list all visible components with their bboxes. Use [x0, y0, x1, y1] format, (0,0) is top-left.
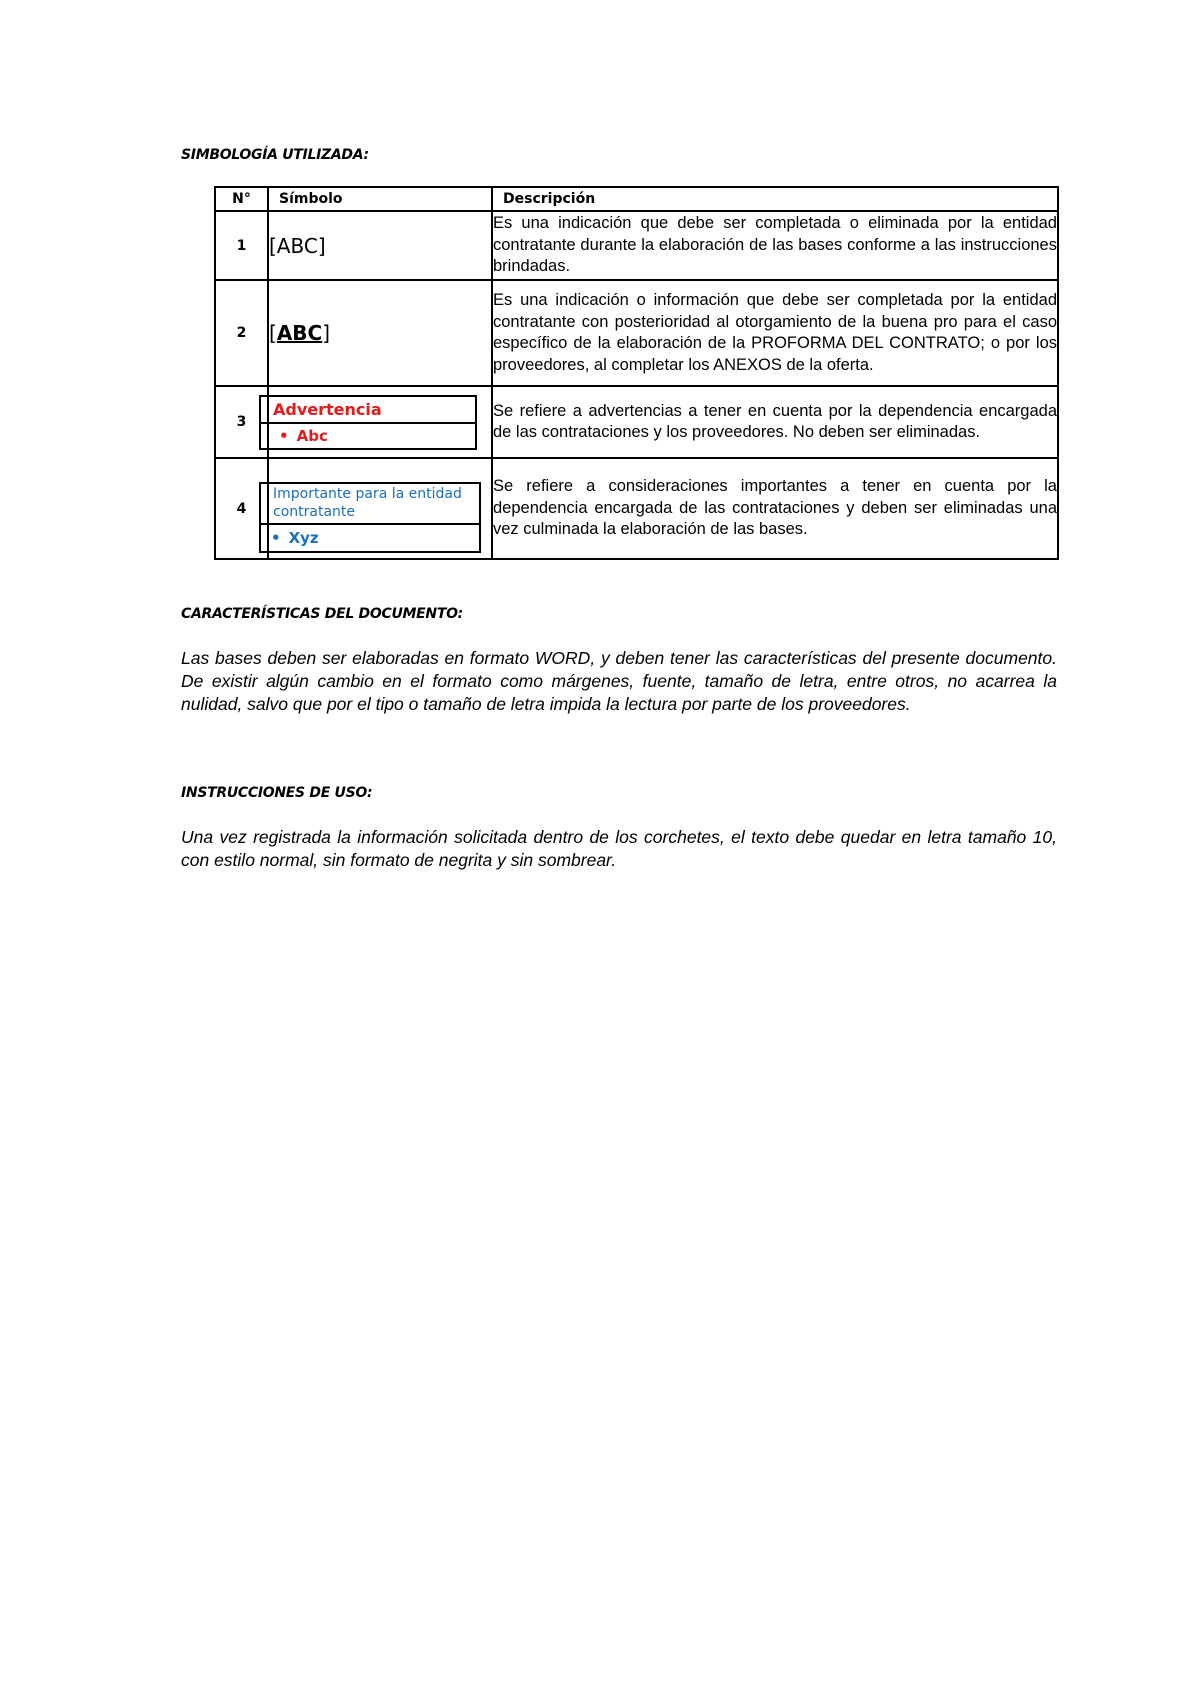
header-num: N° — [215, 187, 268, 211]
bullet-icon: • — [279, 426, 289, 445]
table-row — [215, 458, 1058, 559]
table-row — [215, 211, 1058, 280]
description-cell: Es una indicación que debe ser completada o eliminada por la entidad contratante durante la elaboración de las bases conforme a las instrucciones brindadas. — [492, 211, 1058, 280]
characteristics-title: CARACTERÍSTICAS DEL DOCUMENTO: — [181, 606, 463, 622]
description-cell: Se refiere a advertencias a tener en cuenta por la dependencia encargada de las contrataciones y los proveedores. No deben ser eliminadas. — [492, 386, 1058, 458]
symbol-abc: [ABC] — [269, 233, 326, 258]
row-number: 3 — [215, 386, 268, 458]
table-row — [215, 280, 1058, 386]
description-cell: Se refiere a consideraciones importantes a tener en cuenta por la dependencia encargada de las contrataciones y deben ser eliminadas una vez culminada la elaboración de las bases. — [492, 458, 1058, 559]
symbology-table — [214, 186, 1059, 560]
table-header-row — [215, 187, 1058, 211]
symbol-cell — [268, 280, 492, 386]
symbol-cell — [268, 211, 492, 280]
important-title: Importante para la entidad contratante — [261, 484, 479, 525]
header-description: Descripción — [492, 187, 1058, 211]
warning-item: • Abc — [261, 424, 475, 448]
warning-title: Advertencia — [261, 397, 475, 424]
symbol-abc-underlined: [ABC] — [269, 321, 331, 345]
table-row — [215, 386, 1058, 458]
row-number: 1 — [215, 211, 268, 280]
symbol-cell — [268, 386, 492, 458]
header-symbol: Símbolo — [268, 187, 492, 211]
instructions-text: Una vez registrada la información solicitada dentro de los corchetes, el texto debe quedar en letra tamaño 10, con estilo normal, sin formato de negrita y sin sombrear. — [181, 827, 1057, 870]
warning-box — [259, 395, 477, 450]
row-number: 2 — [215, 280, 268, 386]
description-cell: Es una indicación o información que debe ser completada por la entidad contratante con posterioridad al otorgamiento de la buena pro para el caso específico de la elaboración de la PROFORMA DEL CONTRATO; o por los proveedores, al completar los ANEXOS de la oferta. — [492, 280, 1058, 386]
characteristics-text: Las bases deben ser elaboradas en formato WORD, y deben tener las características del presente documento. De existir algún cambio en el formato como márgenes, fuente, tamaño de letra, entre otros, no acarrea la nulidad, salvo que por el tipo o tamaño de letra impida la lectura por parte de los proveedores. — [181, 648, 1057, 714]
important-item: • Xyz — [261, 525, 479, 551]
important-box — [259, 482, 481, 553]
row-number: 4 — [215, 458, 268, 559]
instructions-title: INSTRUCCIONES DE USO: — [181, 785, 373, 801]
symbology-title: SIMBOLOGÍA UTILIZADA: — [181, 147, 369, 163]
symbol-cell — [268, 458, 492, 559]
bullet-icon: • — [271, 529, 281, 547]
